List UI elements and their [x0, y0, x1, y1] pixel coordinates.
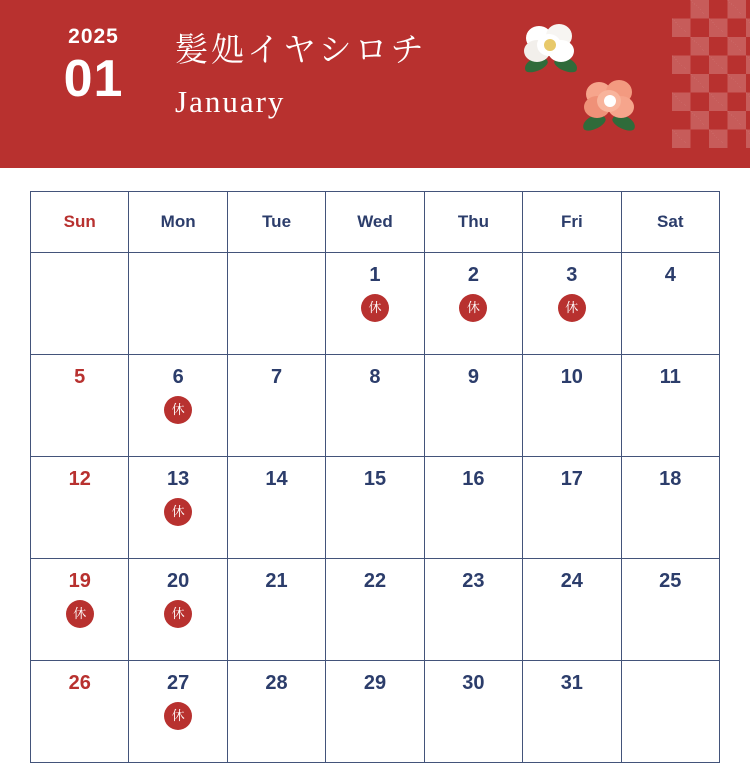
day-number: 29	[363, 672, 387, 694]
calendar-day-cell[interactable]	[621, 559, 719, 661]
day-number: 9	[467, 366, 479, 388]
day-number: 18	[659, 468, 682, 490]
shop-name-title: 髪処イヤシロチ	[175, 30, 427, 69]
day-number: 11	[659, 366, 681, 388]
calendar-empty-cell	[621, 661, 719, 763]
day-number: 17	[560, 468, 583, 490]
checkered-pattern-decoration	[672, 0, 750, 148]
day-number: 21	[265, 570, 288, 592]
calendar-day-cell[interactable]	[129, 457, 227, 559]
day-number: 31	[560, 672, 583, 694]
calendar-day-cell[interactable]	[621, 253, 719, 355]
calendar-day-cell[interactable]	[424, 457, 522, 559]
calendar-week-row	[31, 457, 720, 559]
header-year: 2025	[68, 25, 119, 48]
weekday-header-fri: Fri	[523, 192, 621, 253]
calendar-week-row	[31, 253, 720, 355]
day-number: 27	[167, 672, 190, 694]
camellia-flower-white-icon	[524, 22, 576, 68]
day-number: 12	[68, 468, 91, 490]
calendar-weekday-row	[31, 192, 720, 253]
header-month-name: January	[175, 83, 286, 119]
calendar-day-cell[interactable]	[424, 661, 522, 763]
calendar-day-cell[interactable]	[523, 559, 621, 661]
calendar-day-cell[interactable]	[523, 661, 621, 763]
calendar-grid	[30, 191, 720, 763]
holiday-badge: 休	[459, 294, 487, 322]
day-number: 8	[369, 366, 381, 388]
calendar-empty-cell	[129, 253, 227, 355]
day-number: 4	[664, 264, 676, 286]
calendar-day-cell[interactable]	[621, 457, 719, 559]
weekday-header-tue: Tue	[227, 192, 325, 253]
day-number: 30	[462, 672, 485, 694]
day-number: 1	[369, 264, 381, 286]
holiday-badge: 休	[361, 294, 389, 322]
day-number: 19	[68, 570, 91, 592]
calendar-day-cell[interactable]	[129, 559, 227, 661]
day-number: 6	[172, 366, 184, 388]
header-title-block	[175, 26, 427, 120]
header-month-number: 01	[63, 50, 124, 108]
calendar-day-cell[interactable]	[621, 355, 719, 457]
weekday-header-wed: Wed	[326, 192, 424, 253]
day-number: 28	[265, 672, 288, 694]
calendar-day-cell[interactable]	[31, 559, 129, 661]
day-number: 20	[167, 570, 190, 592]
day-number: 16	[462, 468, 485, 490]
day-number: 15	[363, 468, 387, 490]
weekday-header-mon: Mon	[129, 192, 227, 253]
calendar-empty-cell	[227, 253, 325, 355]
calendar-day-cell[interactable]	[227, 355, 325, 457]
calendar-day-cell[interactable]	[129, 355, 227, 457]
day-number: 7	[270, 366, 283, 388]
holiday-badge: 休	[164, 396, 192, 424]
holiday-badge: 休	[164, 702, 192, 730]
holiday-badge: 休	[164, 498, 192, 526]
calendar-day-cell[interactable]	[326, 661, 424, 763]
calendar-empty-cell	[31, 253, 129, 355]
day-number: 26	[68, 672, 91, 694]
calendar-day-cell[interactable]	[31, 457, 129, 559]
calendar-week-row	[31, 355, 720, 457]
calendar-week-row	[31, 559, 720, 661]
calendar-body	[31, 253, 720, 763]
calendar-day-cell[interactable]	[326, 253, 424, 355]
holiday-badge: 休	[66, 600, 94, 628]
calendar-day-cell[interactable]	[31, 355, 129, 457]
day-number: 2	[467, 264, 479, 286]
calendar-day-cell[interactable]	[227, 559, 325, 661]
calendar-week-row	[31, 661, 720, 763]
day-number: 13	[167, 468, 190, 490]
day-number: 14	[265, 468, 288, 490]
holiday-badge: 休	[558, 294, 586, 322]
calendar-day-cell[interactable]	[523, 457, 621, 559]
calendar-day-cell[interactable]	[523, 355, 621, 457]
day-number: 24	[560, 570, 583, 592]
calendar-day-cell[interactable]	[326, 559, 424, 661]
weekday-header-sun: Sun	[31, 192, 129, 253]
header-date-block	[46, 25, 141, 108]
day-number: 10	[560, 366, 583, 388]
calendar-day-cell[interactable]	[227, 457, 325, 559]
calendar-day-cell[interactable]	[424, 253, 522, 355]
day-number: 25	[659, 570, 682, 592]
camellia-flower-pink-icon	[584, 78, 636, 124]
calendar-day-cell[interactable]	[31, 661, 129, 763]
day-number: 22	[363, 570, 387, 592]
calendar-day-cell[interactable]	[227, 661, 325, 763]
holiday-badge: 休	[164, 600, 192, 628]
calendar-day-cell[interactable]	[129, 661, 227, 763]
day-number: 5	[74, 366, 86, 388]
calendar-day-cell[interactable]	[424, 355, 522, 457]
weekday-header-sat: Sat	[621, 192, 719, 253]
calendar-day-cell[interactable]	[326, 457, 424, 559]
calendar-day-cell[interactable]	[424, 559, 522, 661]
calendar-day-cell[interactable]	[326, 355, 424, 457]
calendar-day-cell[interactable]	[523, 253, 621, 355]
weekday-header-thu: Thu	[424, 192, 522, 253]
day-number: 23	[462, 570, 485, 592]
calendar-header	[0, 0, 750, 168]
day-number: 3	[566, 264, 578, 286]
